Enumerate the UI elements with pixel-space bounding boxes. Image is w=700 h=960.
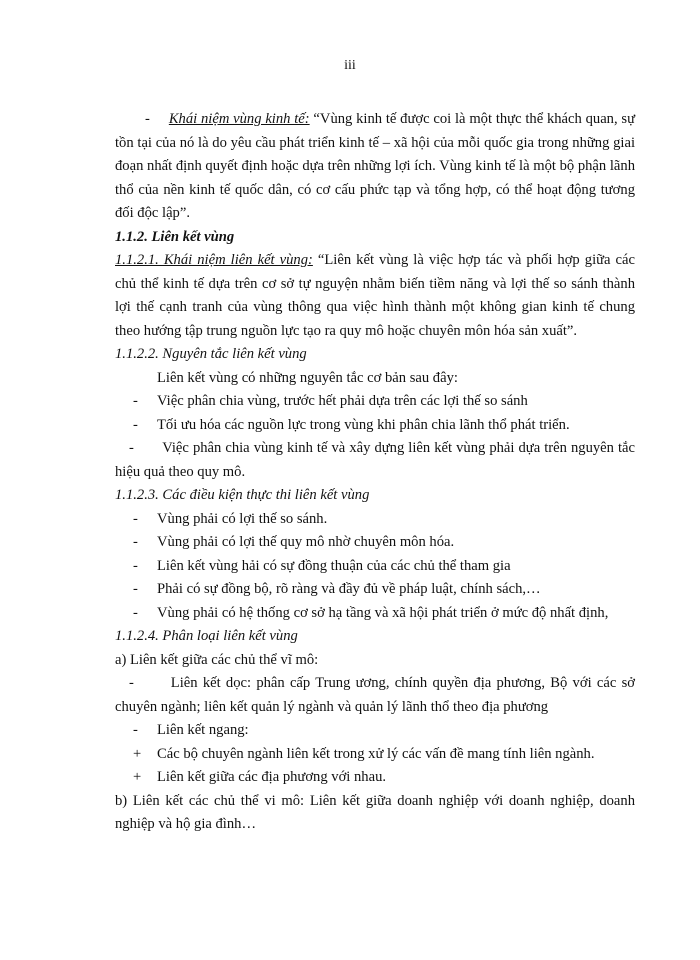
- list-item: [115, 719, 635, 743]
- page-number: iii: [344, 58, 356, 73]
- principle-text: Tối ưu hóa các nguồn lực trong vùng khi phân chia lãnh thổ phát triển.: [157, 416, 570, 433]
- condition-text: Vùng phải có lợi thế quy mô nhờ chuyên môn hóa.: [157, 534, 455, 550]
- list-item: [115, 743, 635, 767]
- regional-linkage-text: “Liên kết vùng là việc hợp tác và phối hợp giữa các chủ thể kinh tế dựa trên cơ sở tự nguyện nhằm biến tiềm năng và lợi thế so sánh thành lợi thế cạnh tranh của vùng thông qua việc hình thành một không gian kinh tế chung theo hướng tập trung nguồn lực tạo ra quy mô hoặc chuyên môn hóa sản xuất”.: [115, 252, 635, 339]
- list-item: [115, 555, 635, 579]
- section-heading-1-1-2-2: 1.1.2.2. Nguyên tắc liên kết vùng: [115, 346, 307, 362]
- bullet-dash: -: [129, 675, 134, 691]
- principle-text: Việc phân chia vùng kinh tế và xây dựng liên kết vùng phải dựa trên nguyên tắc hiệu quả theo quy mô.: [115, 440, 636, 480]
- list-item-wrapped: [115, 672, 635, 719]
- list-item: [115, 602, 635, 626]
- economic-region-text: “Vùng kinh tế được coi là một thực thể khách quan, sự tồn tại của nó là do yêu cầu phát triển kinh tế – xã hội của mỗi quốc gia trong những giai đoạn nhất định quyết định hoặc dựa trên những lợi ích. Vùng kinh tế là một bộ phận lãnh thổ của nền kinh tế quốc dân, có cơ cấu phức tạp và tổng hợp, có thể hoạt động tương đối độc lập”.: [115, 111, 635, 221]
- bullet-plus: +: [133, 769, 142, 785]
- condition-text: Phải có sự đồng bộ, rõ ràng và đầy đủ về pháp luật, chính sách,…: [157, 581, 541, 597]
- bullet-dash: -: [133, 581, 138, 597]
- horizontal-item-text: Liên kết giữa các địa phương với nhau.: [157, 769, 387, 785]
- bullet-dash: -: [133, 416, 138, 433]
- section-heading-1-1-2: 1.1.2. Liên kết vùng: [115, 228, 235, 245]
- bullet-dash: -: [133, 534, 138, 550]
- bullet-dash: -: [133, 393, 138, 409]
- horizontal-linkage-text: Liên kết ngang:: [157, 722, 249, 738]
- bullet-dash: -: [145, 111, 150, 127]
- vertical-linkage-text: Liên kết dọc: phân cấp Trung ương, chính quyền địa phương, Bộ với các sở chuyên ngành; liên kết quản lý ngành và quản lý lãnh thổ theo địa phương: [115, 675, 635, 715]
- list-item: [115, 390, 635, 414]
- regional-linkage-label: 1.1.2.1. Khái niệm liên kết vùng:: [115, 252, 313, 268]
- page-content: [115, 108, 635, 837]
- principles-intro: Liên kết vùng có những nguyên tắc cơ bản sau đây:: [157, 369, 458, 386]
- condition-text: Vùng phải có lợi thế so sánh.: [157, 510, 328, 527]
- principle-text: Việc phân chia vùng, trước hết phải dựa trên các lợi thế so sánh: [157, 393, 528, 409]
- classification-b-text: b) Liên kết các chủ thể vi mô: Liên kết giữa doanh nghiệp với doanh nghiệp, doanh nghiệp và hộ gia đình…: [115, 792, 635, 832]
- horizontal-item-text: Các bộ chuyên ngành liên kết trong xử lý các vấn đề mang tính liên ngành.: [157, 745, 595, 762]
- bullet-plus: +: [133, 745, 142, 762]
- list-item-wrapped: [115, 437, 635, 484]
- list-item: [115, 508, 635, 532]
- bullet-dash: -: [133, 557, 138, 574]
- section-heading-1-1-2-3: 1.1.2.3. Các điều kiện thực thi liên kết vùng: [115, 487, 370, 503]
- list-item: [115, 578, 635, 602]
- list-item: [115, 531, 635, 555]
- condition-text: Liên kết vùng hải có sự đồng thuận của các chủ thể tham gia: [157, 557, 511, 574]
- classification-a-title: a) Liên kết giữa các chủ thể vĩ mô:: [115, 651, 319, 668]
- bullet-dash: -: [129, 440, 134, 456]
- economic-region-definition: [115, 108, 635, 226]
- regional-linkage-definition: [115, 249, 635, 343]
- bullet-dash: -: [133, 604, 138, 621]
- bullet-dash: -: [133, 722, 138, 738]
- condition-text: Vùng phải có hệ thống cơ sở hạ tầng và xã hội phát triển ở mức độ nhất định,: [157, 604, 609, 621]
- list-item: [115, 766, 635, 790]
- economic-region-label: Khái niệm vùng kinh tế:: [168, 111, 310, 127]
- bullet-dash: -: [133, 510, 138, 527]
- section-heading-1-1-2-4: 1.1.2.4. Phân loại liên kết vùng: [115, 628, 298, 644]
- list-item: [115, 414, 635, 438]
